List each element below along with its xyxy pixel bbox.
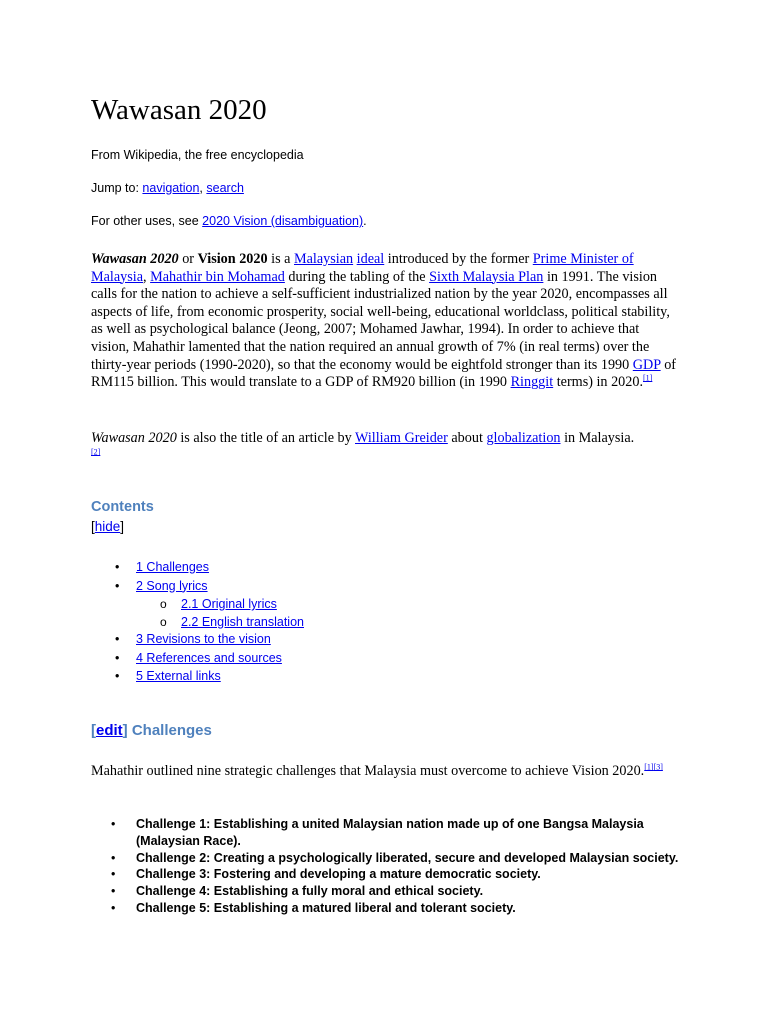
- disambiguation-link[interactable]: 2020 Vision (disambiguation): [202, 214, 364, 228]
- intro-text: or: [178, 251, 198, 267]
- challenge-text: Challenge 5: Establishing a matured liberal and tolerant society.: [136, 900, 516, 915]
- gdp-link[interactable]: GDP: [632, 356, 661, 373]
- toc-link-revisions[interactable]: 3 Revisions to the vision: [136, 632, 271, 647]
- jump-separator: ,: [199, 181, 207, 195]
- challenges-intro-paragraph: [91, 763, 679, 781]
- bullet-icon: •: [111, 900, 116, 915]
- hatnote-prefix: For other uses, see: [91, 214, 203, 228]
- bullet-icon: •: [115, 632, 120, 647]
- article-text: in Malaysia.: [560, 430, 635, 446]
- challenge-text: Challenge 4: Establishing a fully moral and ethical society.: [136, 884, 484, 899]
- challenges-list: [111, 816, 681, 917]
- intro-text: is a: [267, 251, 294, 267]
- list-item: [111, 866, 681, 883]
- tagline: [91, 148, 304, 162]
- jump-navigation-link[interactable]: navigation: [142, 181, 200, 195]
- hatnote: [91, 214, 367, 228]
- bracket: [: [91, 519, 95, 534]
- article-term-wawasan: Wawasan 2020: [91, 430, 177, 446]
- bullet-icon: •: [111, 817, 116, 831]
- toc-item-challenges: [115, 560, 304, 579]
- intro-term-wawasan: Wawasan 2020: [91, 251, 179, 267]
- list-item: [111, 883, 681, 900]
- page-title: Wawasan 2020: [91, 94, 267, 126]
- article-paragraph: [91, 430, 679, 465]
- prime-minister-link[interactable]: Prime Minister of Malaysia: [91, 251, 634, 285]
- toc-item-revisions: [115, 632, 304, 651]
- article-text: about: [447, 430, 487, 446]
- challenge-text: Challenge 2: Creating a psychologically liberated, secure and developed Malaysian society.: [136, 850, 679, 865]
- intro-term-vision: Vision 2020: [197, 251, 268, 267]
- intro-text: terms) in 2020.: [553, 374, 643, 391]
- intro-paragraph: [91, 251, 679, 392]
- toc-item-external-links: [115, 669, 304, 688]
- list-item: [111, 850, 681, 867]
- reference-1-link[interactable]: [1]: [644, 762, 654, 772]
- challenge-text: Challenge 1: Establishing a united Malaysian nation made up of one Bangsa Malaysia (Malaysian Race).: [136, 817, 644, 848]
- reference-1-link[interactable]: [1]: [643, 373, 653, 383]
- toc-link-original-lyrics[interactable]: 2.1 Original lyrics: [181, 597, 277, 612]
- toc-item-references: [115, 651, 304, 670]
- contents-heading: Contents: [91, 499, 154, 515]
- toc-item-song-lyrics: [115, 579, 304, 598]
- toc-link-references[interactable]: 4 References and sources: [136, 650, 282, 665]
- list-item: [111, 816, 681, 850]
- william-greider-link[interactable]: William Greider: [355, 430, 448, 446]
- toc-link-external-links[interactable]: 5 External links: [136, 669, 221, 684]
- mahathir-link[interactable]: Mahathir bin Mohamad: [150, 268, 285, 285]
- bullet-icon: •: [115, 650, 120, 665]
- article-text: is also the title of an article by: [176, 430, 356, 446]
- challenges-section-heading: [91, 722, 212, 739]
- toc-item-original-lyrics: [160, 597, 304, 615]
- bullet-icon: •: [111, 850, 116, 865]
- reference-3-link[interactable]: [3]: [653, 762, 663, 772]
- hide-contents-link[interactable]: hide: [94, 519, 121, 534]
- bracket: ]: [122, 722, 128, 739]
- circle-bullet-icon: o: [160, 614, 167, 629]
- intro-text: introduced by the former: [384, 251, 533, 267]
- bullet-icon: •: [111, 867, 116, 882]
- section-title: Challenges: [127, 722, 212, 739]
- intro-text: during the tabling of the: [284, 268, 430, 285]
- edit-section-link[interactable]: edit: [96, 722, 123, 739]
- challenges-intro-text: Mahathir outlined nine strategic challenges that Malaysia must overcome to achieve Vision 2020.: [91, 763, 645, 779]
- malaysian-link[interactable]: Malaysian: [294, 251, 354, 267]
- challenge-text: Challenge 3: Fostering and developing a mature democratic society.: [136, 867, 541, 882]
- bullet-icon: •: [115, 560, 120, 574]
- ideal-link[interactable]: ideal: [356, 251, 385, 267]
- intro-text: of RM115 billion. This would translate to a GDP of RM920 billion (in 1990: [91, 356, 677, 391]
- list-item: [111, 900, 681, 917]
- jump-to-links: [91, 181, 244, 195]
- bullet-icon: •: [115, 578, 120, 593]
- circle-bullet-icon: o: [160, 597, 167, 612]
- ringgit-link[interactable]: Ringgit: [510, 374, 554, 391]
- jump-search-link[interactable]: search: [206, 181, 244, 195]
- table-of-contents: [115, 560, 304, 688]
- toc-link-english-translation[interactable]: 2.2 English translation: [181, 614, 304, 629]
- jump-to-label: Jump to:: [91, 181, 143, 195]
- reference-2-link[interactable]: [2]: [91, 446, 101, 456]
- toc-item-english-translation: [160, 615, 304, 633]
- toc-link-challenges[interactable]: 1 Challenges: [136, 560, 209, 574]
- intro-text: ,: [143, 268, 151, 285]
- intro-text: in 1991. The vision calls for the nation to achieve a self-sufficient industrialized nation by the year 2020, encompasses all aspects of life, from economic prosperity, social well-being, educational worldclass, political stability, as well as psychological balance (Jeong, 2007; Mohamed Jawhar, 1994). In order to achieve that vision, Mahathir lamented that the nation required an annual growth of 7% (in real terms) over the thirty-year periods (1990-2020), so that the economy would be eightfold stronger than its 1990: [91, 268, 670, 373]
- sixth-malaysia-plan-link[interactable]: Sixth Malaysia Plan: [429, 268, 544, 285]
- bracket: [: [91, 722, 96, 739]
- contents-toggle: [91, 519, 124, 534]
- bracket: ]: [120, 519, 125, 534]
- hatnote-suffix: .: [363, 214, 367, 228]
- bullet-icon: •: [111, 884, 116, 899]
- toc-link-song-lyrics[interactable]: 2 Song lyrics: [136, 578, 208, 593]
- bullet-icon: •: [115, 669, 120, 684]
- tagline-text: From Wikipedia, the free encyclopedia: [91, 148, 304, 162]
- globalization-link[interactable]: globalization: [486, 430, 561, 446]
